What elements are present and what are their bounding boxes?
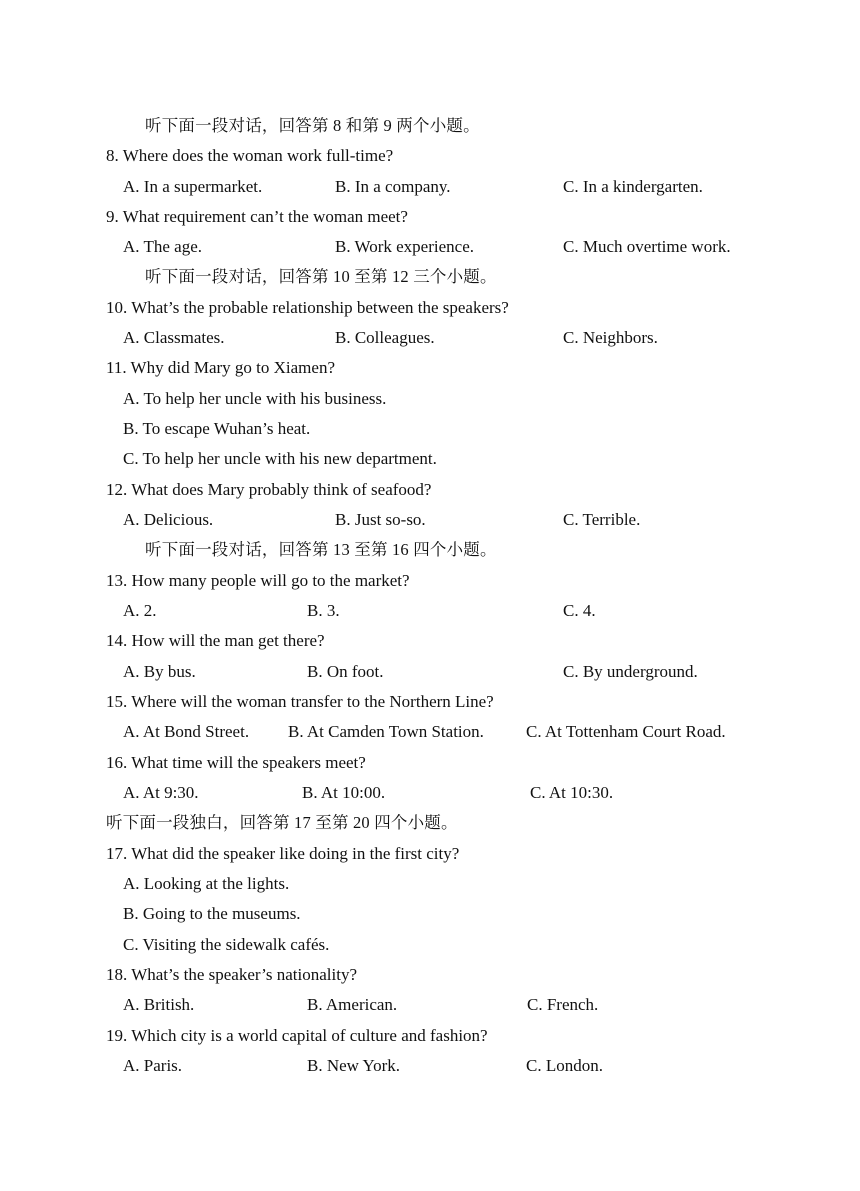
option-a: A. At 9:30. <box>123 783 199 802</box>
option-b: B. Going to the museums. <box>123 904 301 923</box>
option-c: C. French. <box>527 995 599 1014</box>
option-b: B. At Camden Town Station. <box>288 722 484 741</box>
option-a: A. To help her uncle with his business. <box>123 389 387 408</box>
option-c: C. To help her uncle with his new department. <box>123 449 437 468</box>
option-b: B. At 10:00. <box>302 783 386 802</box>
option-a: A. British. <box>123 995 195 1014</box>
option-c: C. By underground. <box>563 662 698 681</box>
question-text: 12. What does Mary probably think of seafood? <box>106 480 432 499</box>
option-a: A. Delicious. <box>123 510 214 529</box>
question-text: 10. What’s the probable relationship between the speakers? <box>106 298 509 317</box>
option-a: A. Paris. <box>123 1056 183 1075</box>
option-c: C. Much overtime work. <box>563 237 731 256</box>
option-b: B. American. <box>307 995 398 1014</box>
option-c: C. Terrible. <box>563 510 641 529</box>
option-c: C. At 10:30. <box>530 783 614 802</box>
option-b: B. In a company. <box>335 177 451 196</box>
question-text: 14. How will the man get there? <box>106 631 325 650</box>
instruction-text: 听下面一段对话，回答第 13 至第 16 四个小题。 <box>145 540 497 559</box>
question-text: 9. What requirement can’t the woman meet? <box>106 207 408 226</box>
option-c: C. Neighbors. <box>563 328 658 347</box>
option-a: A. In a supermarket. <box>123 177 263 196</box>
option-b: B. To escape Wuhan’s heat. <box>123 419 311 438</box>
option-a: A. Looking at the lights. <box>123 874 290 893</box>
option-b: B. Colleagues. <box>335 328 435 347</box>
question-text: 13. How many people will go to the market? <box>106 571 410 590</box>
option-c: C. London. <box>526 1056 603 1075</box>
instruction-text: 听下面一段对话，回答第 10 至第 12 三个小题。 <box>145 267 497 286</box>
option-b: B. Work experience. <box>335 237 474 256</box>
option-c: C. In a kindergarten. <box>563 177 703 196</box>
option-c: C. Visiting the sidewalk cafés. <box>123 935 330 954</box>
instruction-text: 听下面一段独白，回答第 17 至第 20 四个小题。 <box>106 813 458 832</box>
question-text: 16. What time will the speakers meet? <box>106 753 366 772</box>
question-text: 8. Where does the woman work full-time? <box>106 146 394 165</box>
instruction-text: 听下面一段对话，回答第 8 和第 9 两个小题。 <box>145 116 480 135</box>
option-a: A. At Bond Street. <box>123 722 250 741</box>
question-text: 19. Which city is a world capital of culture and fashion? <box>106 1026 488 1045</box>
option-b: B. 3. <box>307 601 340 620</box>
option-a: A. The age. <box>123 237 202 256</box>
question-text: 15. Where will the woman transfer to the Northern Line? <box>106 692 494 711</box>
question-text: 17. What did the speaker like doing in the first city? <box>106 844 460 863</box>
option-b: B. On foot. <box>307 662 384 681</box>
option-c: C. 4. <box>563 601 596 620</box>
option-b: B. New York. <box>307 1056 401 1075</box>
option-a: A. 2. <box>123 601 157 620</box>
option-b: B. Just so-so. <box>335 510 426 529</box>
option-a: A. By bus. <box>123 662 196 681</box>
question-text: 11. Why did Mary go to Xiamen? <box>106 358 335 377</box>
question-text: 18. What’s the speaker’s nationality? <box>106 965 357 984</box>
option-a: A. Classmates. <box>123 328 225 347</box>
option-c: C. At Tottenham Court Road. <box>526 722 726 741</box>
